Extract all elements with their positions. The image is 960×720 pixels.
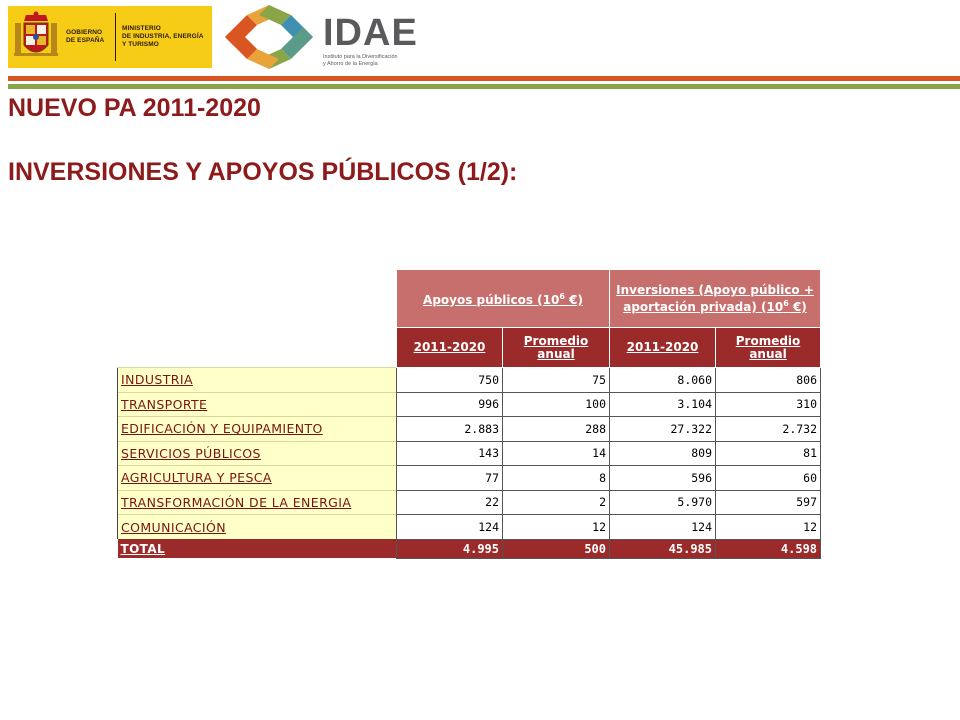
subheader-cell: 2011-2020 [610,328,716,368]
table-row [118,515,821,540]
value-cell: 75 [503,368,610,393]
table-row [118,392,821,417]
total-value: 500 [503,539,610,558]
value-cell: 60 [716,466,821,491]
value-cell: 143 [397,441,503,466]
gobierno-logo [8,6,212,68]
investment-table [117,269,821,559]
value-cell: 8.060 [610,368,716,393]
table-row [118,441,821,466]
total-value: 45.985 [610,539,716,558]
header-apoyos-unit: €) [564,293,583,307]
gov-line: MINISTERIO [121,25,161,32]
value-cell: 8 [503,466,610,491]
header-blank-cell [118,270,397,328]
ministerio-text [122,25,212,49]
table-row [118,466,821,491]
page-title: NUEVO PA 2011-2020 [8,94,261,122]
value-cell: 2.732 [716,417,821,442]
value-cell: 288 [503,417,610,442]
value-cell: 124 [397,515,503,540]
value-cell: 5.970 [610,490,716,515]
header-band-orange [8,76,960,81]
table-row [118,368,821,393]
subheader-cell: Promedio anual [503,328,610,368]
sector-cell: TRANSFORMACIÓN DE LA ENERGIA [118,490,397,515]
gov-line: GOBIERNO [66,29,103,36]
gov-line: DE ESPAÑA [66,37,105,44]
subheader-cell: 2011-2020 [397,328,503,368]
header-band-green [8,84,960,89]
header-apoyos-exp: 6 [559,292,565,301]
value-cell: 596 [610,466,716,491]
idae-logo-icon [222,4,316,70]
idae-name: IDAE [323,12,418,54]
sector-cell: INDUSTRIA [118,368,397,393]
header-inversiones [610,270,821,328]
gov-line: Y TURISMO [121,41,159,48]
coat-of-arms-icon [14,11,58,63]
value-cell: 14 [503,441,610,466]
sector-cell: AGRICULTURA Y PESCA [118,466,397,491]
value-cell: 806 [716,368,821,393]
header-inversiones-unit: €) [788,300,807,314]
value-cell: 22 [397,490,503,515]
value-cell: 100 [503,392,610,417]
sector-cell: TRANSPORTE [118,392,397,417]
sector-cell: EDIFICACIÓN Y EQUIPAMIENTO [118,417,397,442]
total-value: 4.995 [397,539,503,558]
total-value: 4.598 [716,539,821,558]
value-cell: 310 [716,392,821,417]
table-row [118,490,821,515]
value-cell: 81 [716,441,821,466]
gov-line: DE INDUSTRIA, ENERGÍA [121,33,204,40]
table-row [118,417,821,442]
table-header-row [118,270,821,328]
value-cell: 3.104 [610,392,716,417]
value-cell: 77 [397,466,503,491]
subheader-blank-cell [118,328,397,368]
value-cell: 12 [716,515,821,540]
header-apoyos [397,270,610,328]
value-cell: 2.883 [397,417,503,442]
idae-subtitle-line: y Ahorro de la Energía [323,60,378,67]
sector-cell: SERVICIOS PÚBLICOS [118,441,397,466]
gobierno-text [66,29,111,45]
total-label: TOTAL [118,539,397,558]
sector-cell: COMUNICACIÓN [118,515,397,540]
header-apoyos-label: Apoyos públicos (10 [423,293,560,307]
header-inversiones-label: Inversiones (Apoyo público + aportación privada) (10 [616,283,814,314]
table-subheader-row [118,328,821,368]
header-inversiones-exp: 6 [783,299,789,308]
value-cell: 809 [610,441,716,466]
value-cell: 2 [503,490,610,515]
value-cell: 996 [397,392,503,417]
logo-divider [115,13,116,61]
value-cell: 597 [716,490,821,515]
section-title: INVERSIONES Y APOYOS PÚBLICOS (1/2): [8,158,518,186]
value-cell: 750 [397,368,503,393]
subheader-cell: Promedio anual [716,328,821,368]
table-total-row [118,539,821,558]
idae-subtitle [323,54,398,67]
value-cell: 124 [610,515,716,540]
value-cell: 12 [503,515,610,540]
value-cell: 27.322 [610,417,716,442]
idae-subtitle-line: Instituto para la Diversificación [323,54,398,60]
